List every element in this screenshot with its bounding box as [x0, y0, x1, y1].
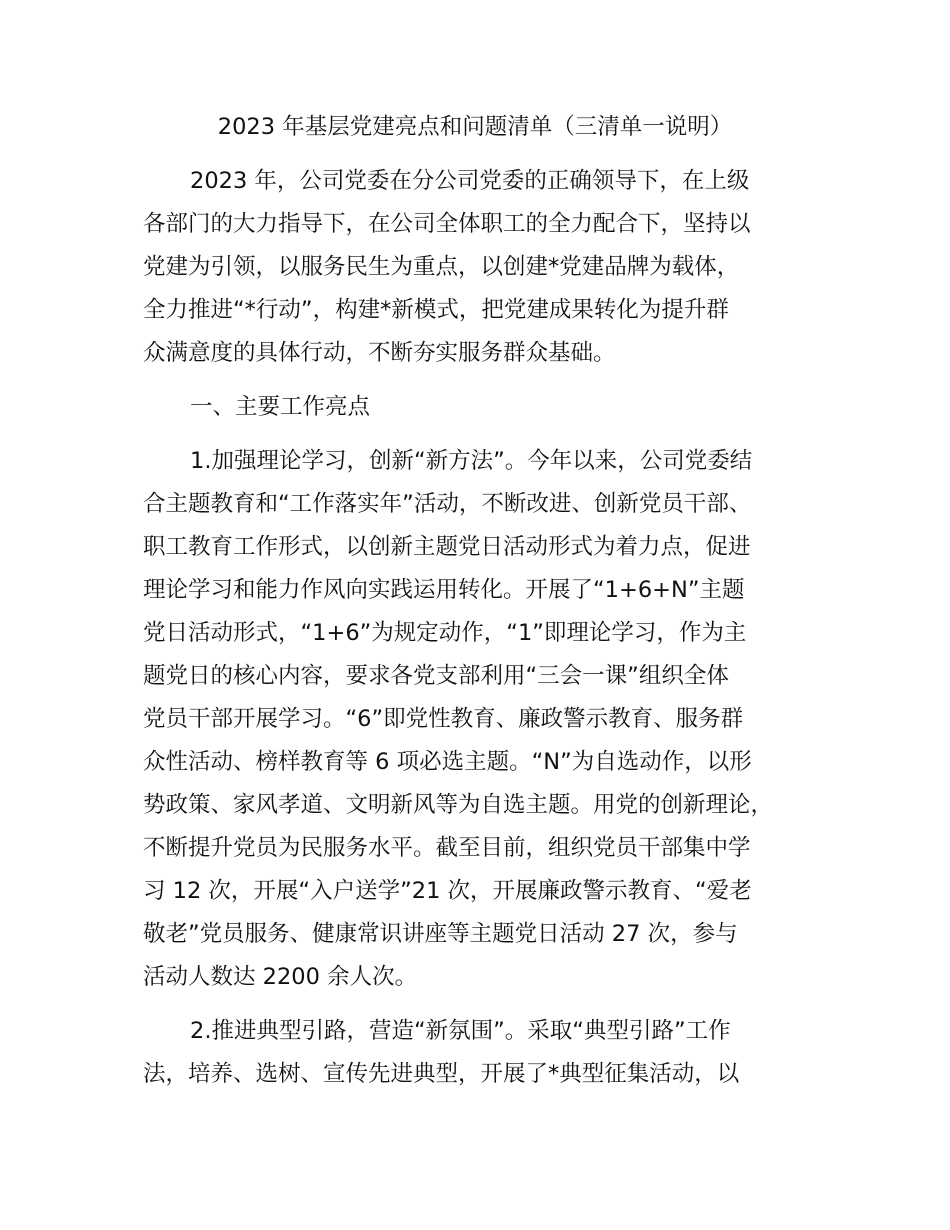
- item1-line-8: 众性活动、榜样教育等 6 项必选主题。“N”为自选动作，以形: [143, 749, 752, 775]
- item1-line-6: 题党日的核心内容，要求各党支部利用“三会一课”组织全体: [143, 663, 729, 689]
- item1-line-1: 1.加强理论学习，创新“新方法”。今年以来，公司党委结: [190, 448, 753, 474]
- item1-line-9: 势政策、家风孝道、文明新风等为自选主题。用党的创新理论，: [143, 792, 774, 818]
- intro-line-5: 众满意度的具体行动，不断夯实服务群众基础。: [143, 340, 616, 366]
- intro-line-2: 各部门的大力指导下，在公司全体职工的全力配合下，坚持以: [143, 211, 751, 237]
- intro-line-4: 全力推进“*行动”，构建*新模式，把党建成果转化为提升群: [143, 297, 729, 323]
- item1-line-7: 党员干部开展学习。“6”即党性教育、廉政警示教育、服务群: [143, 706, 744, 732]
- document-title: 2023 年基层党建亮点和问题清单（三清单一说明）: [217, 114, 733, 140]
- intro-line-1: 2023 年，公司党委在分公司党委的正确领导下，在上级: [190, 168, 750, 194]
- item1-line-4: 理论学习和能力作风向实践运用转化。开展了“1+6+N”主题: [143, 577, 745, 603]
- item1-line-3: 职工教育工作形式，以创新主题党日活动形式为着力点，促进: [143, 534, 751, 560]
- item1-line-10: 不断提升党员为民服务水平。截至目前，组织党员干部集中学: [143, 835, 751, 861]
- item2-line-2: 法，培养、选树、宣传先进典型，开展了*典型征集活动，以: [143, 1061, 740, 1087]
- item2-line-1: 2.推进典型引路，营造“新氛围”。采取“典型引路”工作: [190, 1018, 731, 1044]
- item1-line-5: 党日活动形式，“1+6”为规定动作，“1”即理论学习，作为主: [143, 620, 747, 646]
- section-heading: 一、主要工作亮点: [190, 394, 371, 420]
- item1-line-2: 合主题教育和“工作落实年”活动，不断改进、创新党员干部、: [143, 491, 752, 517]
- item1-line-12: 敬老”党员服务、健康常识讲座等主题党日活动 27 次，参与: [143, 921, 738, 947]
- item1-line-13: 活动人数达 2200 余人次。: [143, 964, 418, 990]
- intro-line-3: 党建为引领，以服务民生为重点，以创建*党建品牌为载体，: [143, 254, 740, 280]
- item1-line-11: 习 12 次，开展“入户送学”21 次，开展廉政警示教育、“爱老: [143, 878, 752, 904]
